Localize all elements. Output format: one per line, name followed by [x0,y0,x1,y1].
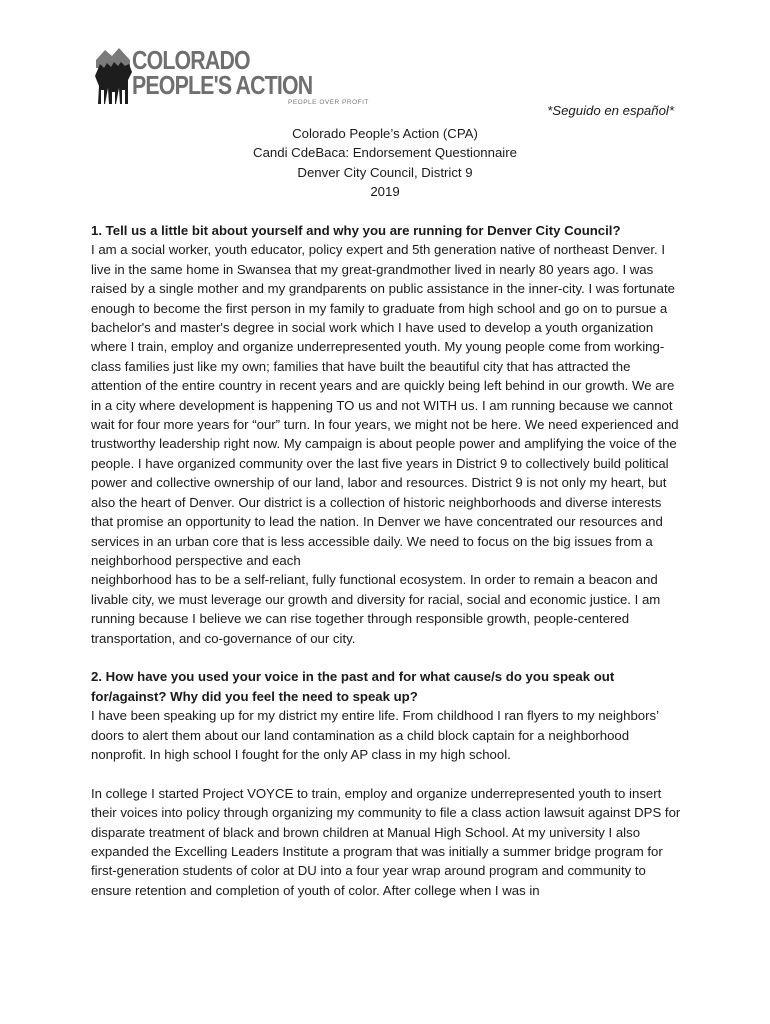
header-year: 2019 [370,184,400,200]
question-1: 1. Tell us a little bit about yourself and why you are running for Denver City Council? [91,223,621,238]
cpa-logo [92,45,369,110]
logo-line-1: COLORADO [132,45,250,75]
answer-1-part-2: neighborhood has to be a self-reliant, fully functional ecosystem. In order to remain a beacon and livable city, we must leverage our growth and diversity for racial, social and economic justice. I am running because I believe we can rise together through responsible growth, people-centered transportation, and co-governance of our city. [91,572,661,646]
raised-fists-icon [92,46,134,110]
header-subject: Candi CdeBaca: Endorsement Questionnaire [253,145,517,161]
answer-2-part-1: I have been speaking up for my district my entire life. From childhood I ran flyers to my neighbors’ doors to alert them about our land contamination as a child block captain for a neighborhood nonprofit. In high school I fought for the only AP class in my high school. [91,708,659,762]
logo-wordmark [132,45,313,100]
answer-2-part-2: In college I started Project VOYCE to train, employ and organize underrepresented youth to insert their voices into policy through organizing my community to file a class action lawsuit against DPS for disparate treatment of black and brown children at Manual High School. At my university I also expanded the Excelling Leaders Institute a program that was initially a summer bridge program for first-generation students of color at DU into a four year wrap around program and community to ensure retention and completion of youth of color. After college when I was in [91,785,681,898]
logo-tagline: PEOPLE OVER PROFIT [288,99,369,106]
questionnaire-body [91,221,683,900]
question-2: 2. How have you used your voice in the past and for what cause/s do you speak out for/against? Why did you feel the need to speak up? [91,669,615,704]
document-header [0,124,770,202]
paragraph-gap [91,648,683,667]
spanish-note: *Seguido en español* [547,103,674,118]
header-org: Colorado People’s Action (CPA) [292,126,478,141]
logo-line-2: PEOPLE'S ACTION [132,70,313,100]
paragraph-gap [91,764,683,783]
header-race: Denver City Council, District 9 [297,164,473,180]
answer-1-part-1: I am a social worker, youth educator, policy expert and 5th generation native of northeast Denver. I live in the same home in Swansea that my great-grandmother lived in nearly 80 years ago. I was raised by a single mother and my grandparents on public assistance in the inner-city. I was fortunate enough to become the first person in my family to graduate from high school and go on to pursue a bachelor's and master's degree in social work which I have used to develop a youth organization where I train, employ and organize underrepresented youth. My young people come from working-class families just like my own; families that have built the beautiful city that has attracted the attention of the entire country in recent years and are quickly being left behind in our growth. We are in a city where development is happening TO us and not WITH us. I am running because we cannot wait for four more years for “our” turn. In four years, we might not be here. We need experienced and trustworthy leadership right now. My campaign is about people power and amplifying the voice of the people. I have organized community over the last five years in District 9 to collectively build political power and collective ownership of our land, labor and resources. District 9 is not only my heart, but also the heart of Denver. Our district is a collection of historic neighborhoods and diverse interests that promise an opportunity to lead the nation. In Denver we have concentrated our resources and services in an urban core that is less accessible daily. We need to focus on the big issues from a neighborhood perspective and each [91,242,679,568]
